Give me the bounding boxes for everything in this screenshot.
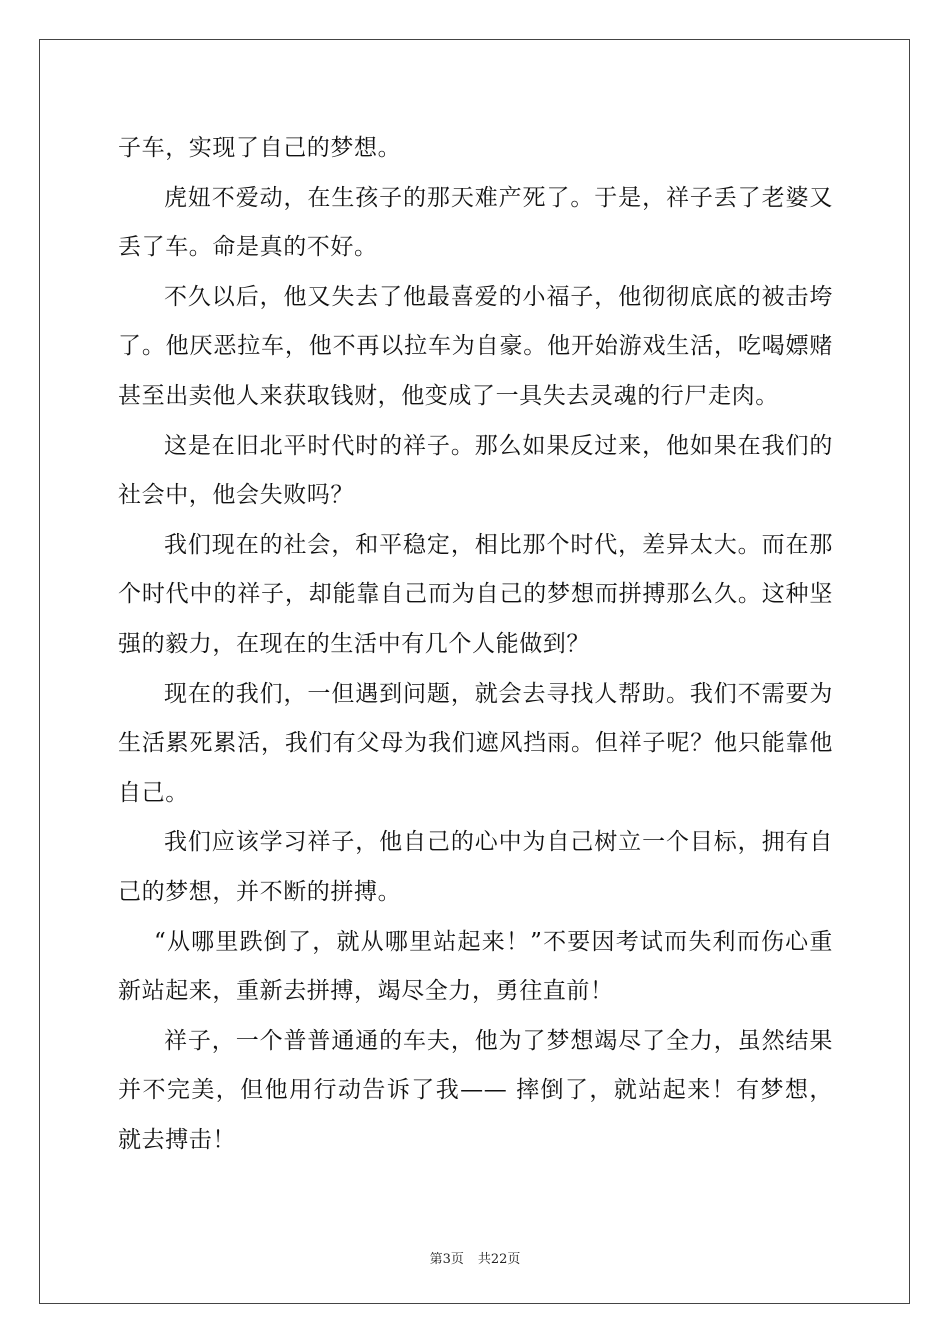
paragraph-9: 祥子，一个普普通通的车夫，他为了梦想竭尽了全力，虽然结果并不完美，但他用行动告诉了我—— 摔倒了，就站起来！有梦想，就去搏击！ (118, 1027, 833, 1153)
page-footer (0, 1248, 950, 1267)
page-total: 共22页 (477, 1252, 521, 1267)
paragraph-1: 子车，实现了自己的梦想。 (118, 135, 402, 161)
page-number: 第3页 (429, 1252, 464, 1267)
paragraph-8-quote: “从哪里跌倒了，就从哪里站起来！”不要因考试而失利而伤心重新站起来，重新去拼搏，竭尽全力，勇往直前！ (118, 928, 833, 1005)
paragraph-6: 现在的我们，一但遇到问题，就会去寻找人帮助。我们不需要为生活累死累活，我们有父母为我们遮风挡雨。但祥子呢？他只能靠他自己。 (118, 680, 833, 806)
paragraph-4: 这是在旧北平时代时的祥子。那么如果反过来，他如果在我们的社会中，他会失败吗？ (118, 432, 833, 509)
paragraph-7: 我们应该学习祥子，他自己的心中为自己树立一个目标，拥有自己的梦想，并不断的拼搏。 (118, 829, 833, 905)
paragraph-3: 不久以后，他又失去了他最喜爱的小福子，他彻彻底底的被击垮了。他厌恶拉车，他不再以拉车为自豪。他开始游戏生活，吃喝嫖赌甚至出卖他人来获取钱财，他变成了一具失去灵魂的行尸走肉。 (118, 283, 833, 409)
paragraph-5: 我们现在的社会，和平稳定，相比那个时代，差异太大。而在那个时代中的祥子，却能靠自己而为自己的梦想而拼搏那么久。这种坚强的毅力，在现在的生活中有几个人能做到？ (118, 531, 833, 657)
document-body (118, 124, 833, 1165)
paragraph-2: 虎妞不爱动，在生孩子的那天难产死了。于是，祥子丢了老婆又丢了车。命是真的不好。 (118, 184, 833, 261)
